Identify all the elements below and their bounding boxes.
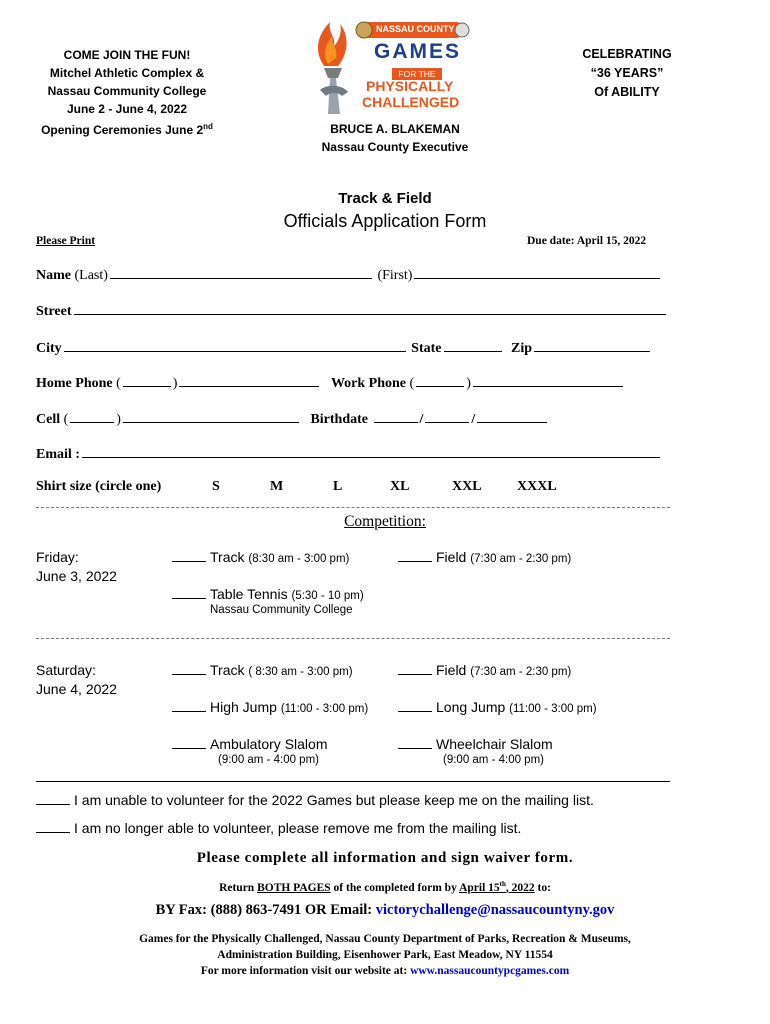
birth-year-input[interactable] (477, 408, 547, 423)
divider (36, 781, 670, 782)
cell-phone-input[interactable] (123, 408, 299, 423)
ability-text: Of ABILITY (594, 85, 660, 99)
city-row: City State Zip (36, 337, 652, 357)
complete-instruction: Please complete all information and sign waiver form. (196, 850, 574, 866)
years-text: “36 YEARS” (590, 66, 664, 80)
shirt-size-xxl[interactable]: XXL (452, 479, 482, 494)
work-phone-input[interactable] (473, 372, 623, 387)
shirt-size-label: Shirt size (circle one) (36, 479, 162, 494)
email-input[interactable] (82, 443, 660, 458)
shirt-size-m[interactable]: M (270, 479, 284, 494)
shirt-size-xxxl[interactable]: XXXL (517, 479, 557, 494)
street-row: Street (36, 300, 668, 320)
high-jump-checkbox[interactable] (172, 699, 206, 712)
friday-track-checkbox[interactable] (172, 549, 206, 562)
wc-slalom-time: (9:00 am - 4:00 pm) (443, 754, 544, 766)
event-tagline: COME JOIN THE FUN! (63, 48, 191, 62)
form-title: Officials Application Form (283, 211, 487, 231)
form-title-sport: Track & Field (338, 190, 432, 207)
return-instruction: Return BOTH PAGES of the completed form by April 15th, 2022 to: (219, 880, 551, 894)
city-input[interactable] (64, 337, 406, 352)
birth-day-input[interactable] (425, 408, 469, 423)
organization-address: Games for the Physically Challenged, Nassau County Department of Parks, Recreation & Museums, Administration Building, Eisenhower Park, East Meadow, NY 11554 (139, 933, 631, 961)
wc-slalom-checkbox[interactable] (398, 736, 432, 749)
no-longer-checkbox[interactable] (36, 820, 70, 833)
friday-tennis-checkbox[interactable] (172, 586, 206, 599)
amb-slalom-checkbox[interactable] (172, 736, 206, 749)
saturday-high-jump-option: High Jump (11:00 - 3:00 pm) (172, 699, 368, 715)
long-jump-checkbox[interactable] (398, 699, 432, 712)
shirt-size-xl[interactable]: XL (390, 479, 410, 494)
logo-games-text: GAMES (374, 40, 462, 63)
saturday-long-jump-option: Long Jump (11:00 - 3:00 pm) (398, 699, 597, 715)
executive-name: BRUCE A. BLAKEMAN (330, 122, 460, 136)
event-venue-1: Mitchel Athletic Complex & (49, 66, 205, 80)
shirt-size-s[interactable]: S (212, 479, 220, 494)
friday-field-option: Field (7:30 am - 2:30 pm) (398, 549, 571, 565)
logo-for-the-text: FOR THE (392, 68, 442, 80)
logo-challenged-text: CHALLENGED (362, 94, 460, 110)
anniversary-info (562, 45, 692, 102)
logo-banner-text: NASSAU COUNTY (376, 24, 455, 34)
logo-physically-text: PHYSICALLY (366, 78, 454, 94)
saturday-field-checkbox[interactable] (398, 662, 432, 675)
executive-title: Nassau County Executive (321, 140, 469, 154)
friday-field-checkbox[interactable] (398, 549, 432, 562)
friday-track-option: Track (8:30 am - 3:00 pm) (172, 549, 349, 565)
unable-option: I am unable to volunteer for the 2022 Games but please keep me on the mailing list. (36, 792, 594, 808)
event-venue-2: Nassau Community College (47, 84, 207, 98)
phone-row: Home Phone ( ) Work Phone ( ) (36, 372, 625, 392)
event-dates: June 2 - June 4, 2022 (66, 102, 188, 116)
amb-slalom-time: (9:00 am - 4:00 pm) (218, 754, 319, 766)
due-date: Due date: April 15, 2022 (527, 235, 647, 247)
celebrating-text: CELEBRATING (582, 47, 672, 61)
name-row: Name (Last) (First) (36, 264, 662, 284)
divider (36, 638, 670, 639)
divider (36, 507, 670, 508)
home-area-code-input[interactable] (123, 372, 171, 387)
games-logo (302, 18, 477, 116)
opening-ceremonies: Opening Ceremonies June 2nd (41, 122, 213, 137)
saturday-wc-slalom-option: Wheelchair Slalom (398, 736, 553, 752)
shirt-size-l[interactable]: L (333, 479, 343, 494)
work-area-code-input[interactable] (416, 372, 464, 387)
saturday-amb-slalom-option: Ambulatory Slalom (172, 736, 328, 752)
website-link[interactable]: www.nassaucountypcgames.com (410, 965, 570, 977)
first-name-input[interactable] (414, 264, 660, 279)
cell-row: Cell ( ) Birthdate / / (36, 408, 549, 428)
saturday-track-checkbox[interactable] (172, 662, 206, 675)
tennis-location: Nassau Community College (210, 604, 353, 616)
home-phone-input[interactable] (179, 372, 319, 387)
saturday-field-option: Field (7:30 am - 2:30 pm) (398, 662, 571, 678)
saturday-track-option: Track ( 8:30 am - 3:00 pm) (172, 662, 353, 678)
event-info (22, 46, 232, 139)
unable-checkbox[interactable] (36, 792, 70, 805)
please-print-note: Please Print (36, 235, 96, 247)
zip-input[interactable] (534, 337, 650, 352)
last-name-input[interactable] (110, 264, 372, 279)
cell-area-code-input[interactable] (70, 408, 114, 423)
email-row: Email : (36, 443, 662, 463)
email-link[interactable]: victorychallenge@nassaucountyny.gov (375, 902, 615, 918)
county-executive (280, 120, 510, 156)
saturday-label: Saturday: June 4, 2022 (36, 662, 117, 697)
competition-heading: Competition: (344, 513, 426, 530)
fax-email-line: BY Fax: (888) 863-7491 OR Email: victorychallenge@nassaucountyny.gov (155, 902, 615, 918)
street-input[interactable] (74, 300, 666, 315)
state-input[interactable] (444, 337, 502, 352)
friday-tennis-option: Table Tennis (5:30 - 10 pm) (172, 586, 364, 602)
no-longer-option: I am no longer able to volunteer, please remove me from the mailing list. (36, 820, 521, 836)
friday-label: Friday: June 3, 2022 (36, 549, 117, 584)
birth-month-input[interactable] (374, 408, 418, 423)
website-line: For more information visit our website at: www.nassaucountypcgames.com (200, 965, 570, 977)
